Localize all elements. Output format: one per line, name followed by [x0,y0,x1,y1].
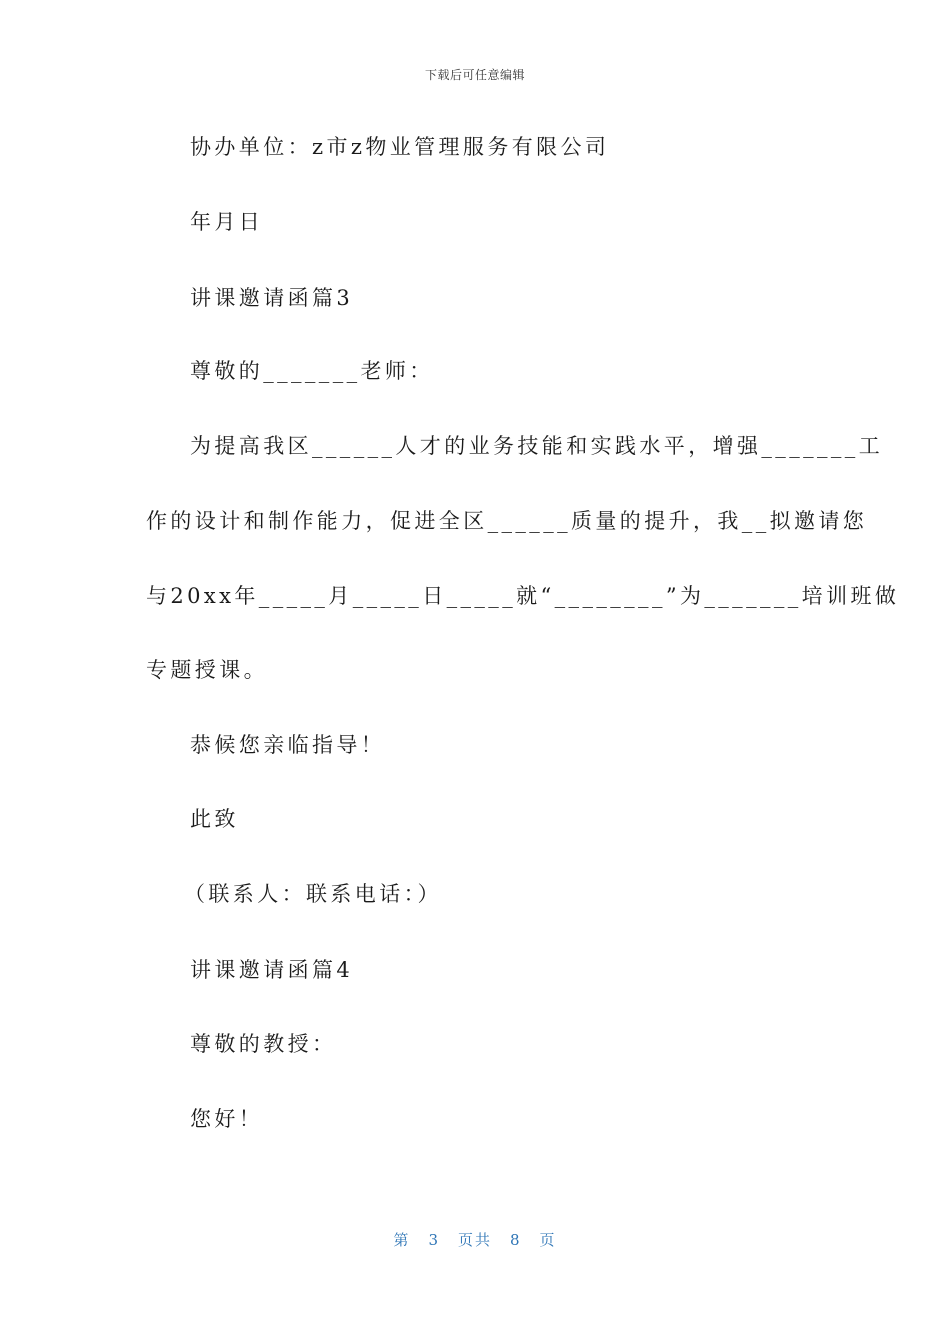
invitation-closing: 恭候您亲临指导！ [190,733,386,757]
footer-page-number: 3 [428,1231,440,1249]
footer-total-pages: 8 [510,1231,522,1249]
footer-suffix: 页 [539,1231,557,1249]
salutation-professor: 尊敬的教授： [190,1032,337,1056]
section-heading-3: 讲课邀请函篇3 [190,286,354,310]
paragraph-line-4: 专题授课。 [146,658,268,682]
date-line: 年月日 [190,210,264,234]
footer-mid: 页共 [457,1231,492,1249]
page-header: 下载后可任意编辑 [424,68,525,82]
greeting-line: 您好！ [190,1107,264,1131]
paragraph-line-1: 为提高我区______人才的业务技能和实践水平，增强_______工 [190,434,884,458]
paragraph-line-2: 作的设计和制作能力，促进全区______质量的提升，我__拟邀请您 [146,509,868,533]
footer-prefix: 第 [393,1231,411,1249]
regards-line: 此致 [190,807,239,831]
section-heading-4: 讲课邀请函篇4 [190,958,354,982]
page-footer [0,1229,950,1250]
salutation-teacher: 尊敬的_______老师： [190,359,434,383]
contact-line: （联系人：联系电话：） [184,882,442,906]
paragraph-line-3: 与20xx年_____月_____日_____就“________”为_______培训班做 [146,584,900,608]
co-organizer-line: 协办单位：z市z物业管理服务有限公司 [190,135,610,159]
